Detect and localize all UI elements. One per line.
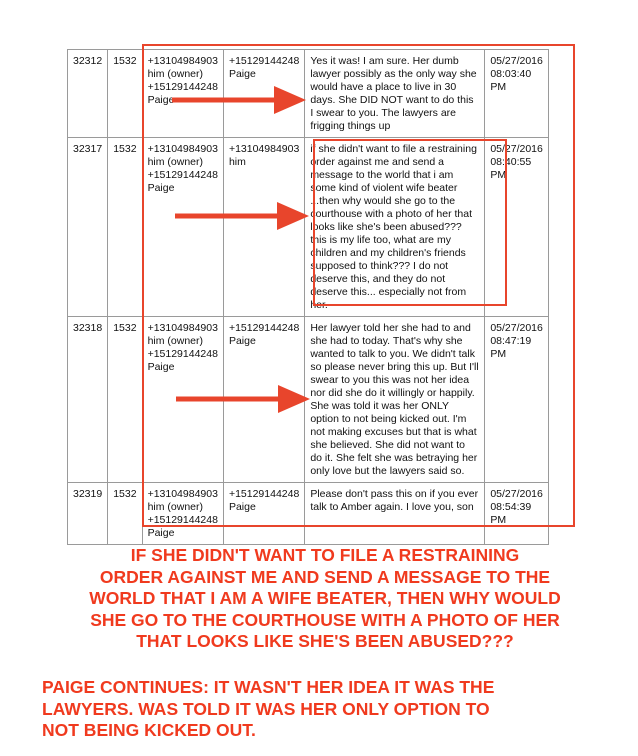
message-timestamp: 05/27/2016 08:47:19 PM <box>485 317 549 483</box>
arrow-right-icon <box>175 199 311 233</box>
caption-continuation: PAIGE CONTINUES: IT WASN'T HER IDEA IT WAS THE LAWYERS. WAS TOLD IT WAS HER ONLY OPTION TO NOT BEING KICKED OUT. <box>42 677 495 740</box>
thread-id: 1532 <box>108 138 142 317</box>
message-from: +13104984903 him (owner) +15129144248 Paige <box>142 138 223 317</box>
message-id: 32312 <box>68 50 108 138</box>
arrow-right-icon <box>172 83 308 117</box>
thread-id: 1532 <box>108 317 142 483</box>
message-highlight-box <box>313 139 507 306</box>
message-body: Her lawyer told her she had to and she had to today. That's why she wanted to talk to you. We didn't talk so please never bring this up. But I'll swear to you this was not her idea nor did she do it willingly or happily. She was told it was her ONLY option to not being kicked out. I'm not making excuses but that is what she believed. She did not want to do it. She felt she was betraying her only love but the lawyers said so. <box>305 317 485 483</box>
message-body: if she didn't want to file a restraining order against me and send a message to the world that i am some kind of violent wife beater ...then why would she go to the courthouse with a photo of her that looks like she's been abused??? this is my life too, what are my children and my children's friends supposed to think??? I do not deserve this, and they do not deserve this... especially not from her. <box>305 138 485 317</box>
message-id: 32318 <box>68 317 108 483</box>
message-to: +15129144248 Paige <box>223 483 304 545</box>
message-to: +15129144248 Paige <box>223 317 304 483</box>
message-to: +15129144248 Paige <box>223 50 304 138</box>
caption-question: IF SHE DIDN'T WANT TO FILE A RESTRAINING ORDER AGAINST ME AND SEND A MESSAGE TO THE WORLD THAT I AM A WIFE BEATER, THEN WHY WOULD SHE GO TO THE COURTHOUSE WITH A PHOTO OF HER THAT LOOKS LIKE SHE'S BEEN ABUSED??? <box>89 545 561 651</box>
message-from: +13104984903 him (owner) +15129144248 Paige <box>142 317 223 483</box>
message-timestamp: 05/27/2016 08:03:40 PM <box>485 50 549 138</box>
message-body: Please don't pass this on if you ever talk to Amber again. I love you, son <box>305 483 485 545</box>
thread-id: 1532 <box>108 483 142 545</box>
arrow-right-icon <box>176 382 312 416</box>
message-id: 32319 <box>68 483 108 545</box>
message-from: +13104984903 him (owner) +15129144248 Paige <box>142 483 223 545</box>
message-from: +13104984903 him (owner) +15129144248 Paige <box>142 50 223 138</box>
message-to: +13104984903 him <box>223 138 304 317</box>
message-id: 32317 <box>68 138 108 317</box>
message-timestamp: 05/27/2016 08:54:39 PM <box>485 483 549 545</box>
message-body: Yes it was! I am sure. Her dumb lawyer possibly as the only way she would have a place to live in 30 days. She DID NOT want to do this I swear to you. The lawyers are frigging things up <box>305 50 485 138</box>
message-timestamp: 05/27/2016 08:40:55 PM <box>485 138 549 317</box>
thread-id: 1532 <box>108 50 142 138</box>
